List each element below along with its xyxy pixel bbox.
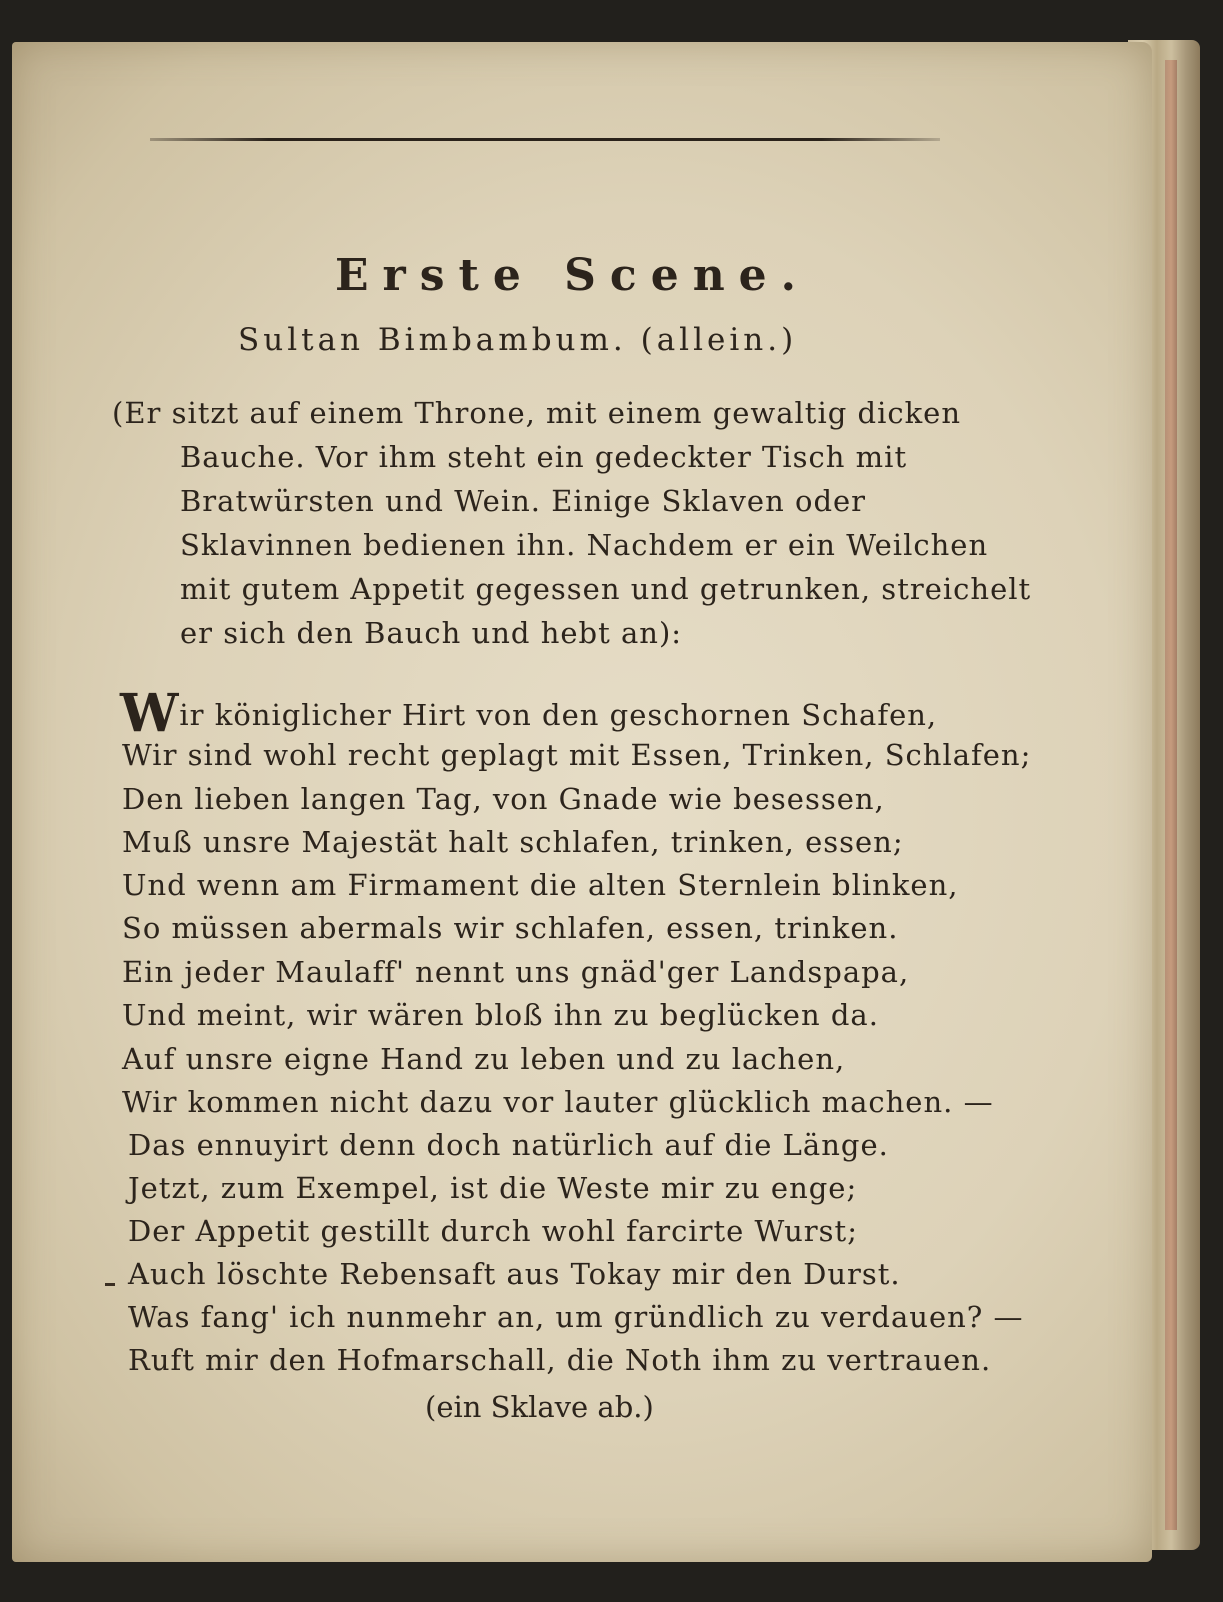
page-edges-red-stain (1165, 60, 1177, 1530)
stage-direction-line: mit gutem Appetit gegessen und getrunken, streichelt (180, 572, 1032, 606)
verse-line: Und meint, wir wären bloß ihn zu beglücken da. (122, 998, 879, 1032)
verse-line: Den lieben langen Tag, von Gnade wie besessen, (122, 782, 885, 816)
stage-direction-line: er sich den Bauch und hebt an): (180, 616, 683, 650)
drop-cap: W (120, 683, 180, 744)
verse-line: Das ennuyirt denn doch natürlich auf die Länge. (128, 1128, 889, 1162)
verse-line: Auch löschte Rebensaft aus Tokay mir den Durst. (128, 1257, 901, 1291)
stage-direction-line: Bauche. Vor ihm steht ein gedeckter Tisch mit (180, 440, 908, 474)
verse-line: Wir kommen nicht dazu vor lauter glücklich machen. — (122, 1085, 994, 1119)
margin-mark (105, 1283, 115, 1286)
verse-line: Und wenn am Firmament die alten Sternlein blinken, (122, 868, 959, 902)
stage-direction-line: Bratwürsten und Wein. Einige Sklaven oder (180, 484, 867, 518)
verse-line: Der Appetit gestillt durch wohl farcirte Wurst; (128, 1214, 858, 1248)
verse-line: Auf unsre eigne Hand zu leben und zu lachen, (122, 1042, 846, 1076)
verse-line: Muß unsre Majestät halt schlafen, trinken, essen; (122, 825, 904, 859)
verse-line: So müssen abermals wir schlafen, essen, trinken. (122, 911, 899, 945)
stage-direction-line: (Er sitzt auf einem Throne, mit einem gewaltig dicken (112, 396, 962, 430)
stage-direction-line: Sklavinnen bedienen ihn. Nachdem er ein Weilchen (180, 528, 989, 562)
verse-line: Wir sind wohl recht geplagt mit Essen, Trinken, Schlafen; (122, 738, 1032, 772)
verse-line: Ein jeder Maulaff' nennt uns gnäd'ger Landspapa, (122, 955, 910, 989)
header-rule (150, 138, 940, 141)
verse-line: Was fang' ich nunmehr an, um gründlich zu verdauen? — (128, 1300, 1024, 1334)
scene-title: Erste Scene. (335, 250, 810, 301)
verse-line: Jetzt, zum Exempel, ist die Weste mir zu enge; (128, 1171, 858, 1205)
exit-direction: (ein Sklave ab.) (425, 1390, 654, 1424)
verse-line: Ruft mir den Hofmarschall, die Noth ihm zu vertrauen. (128, 1343, 992, 1377)
verse-line-text: ir königlicher Hirt von den geschornen Schafen, (179, 698, 938, 732)
verse-line (120, 683, 938, 744)
cast-line: Sultan Bimbambum. (allein.) (238, 322, 798, 358)
